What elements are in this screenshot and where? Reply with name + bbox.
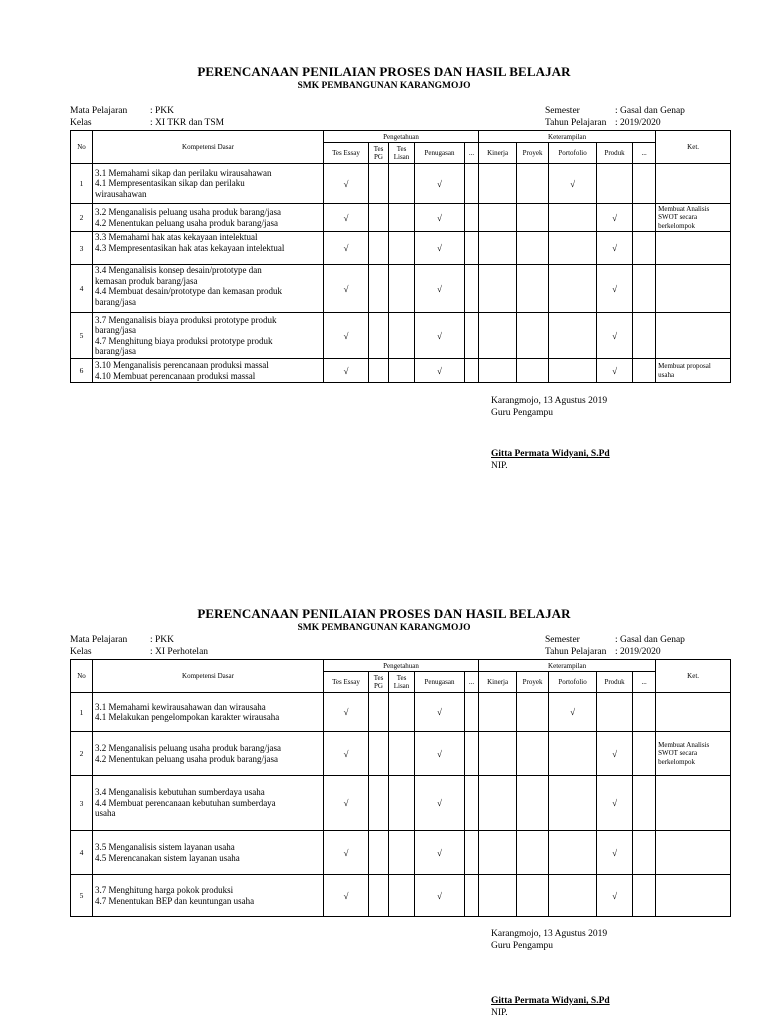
row-kd <box>93 313 324 359</box>
header-tes-pg-line2: PG <box>374 682 383 690</box>
check-mark: √ <box>324 732 369 776</box>
check-mark: √ <box>415 831 465 875</box>
check-mark: √ <box>324 776 369 831</box>
place-date: Karangmojo, 13 Agustus 2019 <box>491 396 608 406</box>
kd-line: 3.1 Memahami sikap dan perilaku wirausahawan <box>95 167 272 178</box>
check-mark: √ <box>324 265 369 313</box>
header-proyek: Proyek <box>517 672 549 693</box>
row-kd <box>93 204 324 232</box>
row-no: 4 <box>71 265 93 313</box>
header-tes-pg <box>369 672 389 693</box>
kelas-label: Kelas <box>70 646 92 657</box>
table-row <box>71 265 731 313</box>
row-no: 3 <box>71 776 93 831</box>
header-tes-pg-line1: Tes <box>373 674 384 682</box>
header-no: No <box>71 660 93 693</box>
kd-line: wirausahawan <box>95 188 147 199</box>
row-kd <box>93 164 324 204</box>
row-ket: Membuat proposal usaha <box>656 359 731 383</box>
header-dots: ... <box>633 143 656 164</box>
kd-line: 4.2 Menentukan peluang usaha produk barang/jasa <box>95 753 278 764</box>
signer-name: Gitta Permata Widyani, S.Pd <box>491 449 610 459</box>
header-kd: Kompetensi Dasar <box>93 660 324 693</box>
tahun-value: : 2019/2020 <box>615 117 661 128</box>
row-ket: Membuat Analisis SWOT secara berkelompok <box>656 732 731 776</box>
table-row <box>71 232 731 265</box>
header-tes-essay: Tes Essay <box>324 143 369 164</box>
table-row <box>71 164 731 204</box>
kd-line: 3.4 Menganalisis kebutuhan sumberdaya usaha <box>95 787 265 798</box>
check-mark: √ <box>597 232 633 265</box>
row-kd <box>93 359 324 383</box>
check-mark: √ <box>415 164 465 204</box>
header-portofolio: Portofolio <box>549 672 597 693</box>
table-row <box>71 732 731 776</box>
check-mark: √ <box>597 204 633 232</box>
kd-line: 3.2 Menganalisis peluang usaha produk barang/jasa <box>95 207 281 217</box>
kd-line: usaha <box>95 808 116 819</box>
header-tes-lisan-line2: Lisan <box>393 153 410 161</box>
header-kinerja: Kinerja <box>479 143 517 164</box>
check-mark: √ <box>597 732 633 776</box>
signature-block <box>491 929 610 1019</box>
check-mark: √ <box>415 204 465 232</box>
kelas-label: Kelas <box>70 117 92 128</box>
doc-title: PERENCANAAN PENILAIAN PROSES DAN HASIL BELAJAR <box>197 64 571 79</box>
header-portofolio: Portofolio <box>549 143 597 164</box>
row-kd <box>93 831 324 875</box>
header-dots: ... <box>465 143 479 164</box>
kd-line: 4.4 Membuat desain/prototype dan kemasan produk <box>95 286 282 296</box>
header-kinerja: Kinerja <box>479 672 517 693</box>
place-date: Karangmojo, 13 Agustus 2019 <box>491 929 608 939</box>
check-mark: √ <box>597 831 633 875</box>
row-kd <box>93 875 324 917</box>
table-row <box>71 693 731 732</box>
mapel-value: : PKK <box>150 635 175 645</box>
kd-line: 4.1 Mempresentasikan sikap dan perilaku <box>95 178 245 189</box>
header-kd: Kompetensi Dasar <box>93 131 324 164</box>
row-ket <box>656 164 731 204</box>
tahun-label: Tahun Pelajaran <box>545 646 607 657</box>
check-mark: √ <box>415 875 465 917</box>
header-tes-pg <box>369 143 389 164</box>
check-mark: √ <box>597 313 633 359</box>
check-mark: √ <box>597 359 633 383</box>
signer-nip: NIP. <box>491 460 508 471</box>
doc-title: PERENCANAAN PENILAIAN PROSES DAN HASIL BELAJAR <box>197 606 571 621</box>
row-ket <box>656 232 731 265</box>
kd-line: barang/jasa <box>95 346 136 356</box>
semester-value: : Gasal dan Genap <box>615 635 685 645</box>
header-tes-pg-line2: PG <box>374 153 383 161</box>
check-mark: √ <box>324 232 369 265</box>
check-mark: √ <box>324 204 369 232</box>
kelas-value: : XI TKR dan TSM <box>150 117 225 128</box>
signer-nip: NIP. <box>491 1007 508 1018</box>
header-pengetahuan: Pengetahuan <box>324 660 479 672</box>
signer-name: Gitta Permata Widyani, S.Pd <box>491 996 610 1006</box>
kd-line: kemasan produk barang/jasa <box>95 275 198 286</box>
header-tes-lisan-line1: Tes <box>396 674 407 682</box>
semester-value: : Gasal dan Genap <box>615 106 685 116</box>
table-row <box>71 313 731 359</box>
meta-left <box>70 635 208 658</box>
header-penugasan: Penugasan <box>415 672 465 693</box>
meta-left <box>70 106 224 129</box>
row-no: 4 <box>71 831 93 875</box>
row-no: 1 <box>71 693 93 732</box>
header-tes-lisan-line2: Lisan <box>393 682 410 690</box>
kd-line: 4.2 Menentukan peluang usaha produk barang/jasa <box>95 217 278 228</box>
check-mark: √ <box>549 164 597 204</box>
header-tes-lisan <box>389 143 415 164</box>
row-kd <box>93 776 324 831</box>
row-no: 6 <box>71 359 93 383</box>
mapel-label: Mata Pelajaran <box>70 635 128 645</box>
check-mark: √ <box>415 693 465 732</box>
header-pengetahuan: Pengetahuan <box>324 131 479 143</box>
check-mark: √ <box>549 693 597 732</box>
kd-line: 4.10 Membuat perencanaan produksi massal <box>95 370 256 381</box>
header-tes-lisan-line1: Tes <box>396 145 407 153</box>
header-keterampilan: Keterampilan <box>479 660 656 672</box>
check-mark: √ <box>324 693 369 732</box>
kd-line: 3.7 Menghitung harga pokok produksi <box>95 885 234 895</box>
header-produk: Produk <box>597 672 633 693</box>
check-mark: √ <box>415 313 465 359</box>
tahun-value: : 2019/2020 <box>615 646 661 657</box>
kd-line: barang/jasa <box>95 325 136 335</box>
signer-role: Guru Pengampu <box>491 940 554 951</box>
signer-role: Guru Pengampu <box>491 407 554 418</box>
table-row <box>71 776 731 831</box>
header-dots: ... <box>465 672 479 693</box>
header-tes-essay: Tes Essay <box>324 672 369 693</box>
check-mark: √ <box>597 875 633 917</box>
kd-line: 4.4 Membuat perencanaan kebutuhan sumberdaya <box>95 797 276 808</box>
check-mark: √ <box>415 232 465 265</box>
check-mark: √ <box>324 875 369 917</box>
header-keterampilan: Keterampilan <box>479 131 656 143</box>
school-name: SMK PEMBANGUNAN KARANGMOJO <box>297 623 471 633</box>
kd-line: 4.5 Merencanakan sistem layanan usaha <box>95 852 240 863</box>
check-mark: √ <box>415 776 465 831</box>
school-name: SMK PEMBANGUNAN KARANGMOJO <box>297 81 471 91</box>
check-mark: √ <box>324 313 369 359</box>
mapel-label: Mata Pelajaran <box>70 106 128 116</box>
row-kd <box>93 732 324 776</box>
kd-line: 3.4 Menganalisis konsep desain/prototype dan <box>95 265 262 275</box>
kd-line: barang/jasa <box>95 296 136 307</box>
kd-line: 4.1 Melakukan pengelompokan karakter wirausaha <box>95 712 280 722</box>
semester-label: Semester <box>545 635 580 645</box>
check-mark: √ <box>415 732 465 776</box>
signature-block <box>491 396 610 472</box>
kelas-value: : XI Perhotelan <box>150 646 209 657</box>
header-tes-pg-line1: Tes <box>373 145 384 153</box>
row-no: 2 <box>71 732 93 776</box>
row-no: 1 <box>71 164 93 204</box>
check-mark: √ <box>324 359 369 383</box>
row-no: 3 <box>71 232 93 265</box>
assessment-table <box>70 130 731 383</box>
row-no: 5 <box>71 313 93 359</box>
kd-line: 4.7 Menentukan BEP dan keuntungan usaha <box>95 895 255 906</box>
meta-right <box>545 106 685 129</box>
check-mark: √ <box>324 831 369 875</box>
kd-line: 4.7 Menghitung biaya produksi prototype produk <box>95 335 273 346</box>
header-no: No <box>71 131 93 164</box>
check-mark: √ <box>415 359 465 383</box>
row-no: 2 <box>71 204 93 232</box>
tahun-label: Tahun Pelajaran <box>545 117 607 128</box>
table-row <box>71 875 731 917</box>
check-mark: √ <box>597 265 633 313</box>
table-row <box>71 204 731 232</box>
row-kd <box>93 693 324 732</box>
assessment-table <box>70 659 731 917</box>
row-ket <box>656 313 731 359</box>
check-mark: √ <box>324 164 369 204</box>
kd-line: 3.1 Memahami kewirausahawan dan wirausaha <box>95 701 266 712</box>
kd-line: 3.10 Menganalisis perencanaan produksi massal <box>95 360 269 370</box>
row-ket <box>656 875 731 917</box>
meta-right <box>545 635 685 658</box>
row-ket: Membuat Analisis SWOT secara berkelompok <box>656 204 731 232</box>
row-ket <box>656 693 731 732</box>
mapel-value: : PKK <box>150 106 175 116</box>
row-ket <box>656 831 731 875</box>
kd-line: 3.3 Memahami hak atas kekayaan intelektual <box>95 232 258 242</box>
row-ket <box>656 265 731 313</box>
header-tes-lisan <box>389 672 415 693</box>
check-mark: √ <box>415 265 465 313</box>
semester-label: Semester <box>545 106 580 116</box>
row-kd <box>93 232 324 265</box>
header-produk: Produk <box>597 143 633 164</box>
row-ket <box>656 776 731 831</box>
header-dots: ... <box>633 672 656 693</box>
header-ket: Ket. <box>656 131 731 164</box>
check-mark: √ <box>597 776 633 831</box>
header-ket: Ket. <box>656 660 731 693</box>
table-row <box>71 359 731 383</box>
row-kd <box>93 265 324 313</box>
kd-line: 4.3 Mempresentasikan hak atas kekayaan intelektual <box>95 242 285 253</box>
kd-line: 3.5 Menganalisis sistem layanan usaha <box>95 842 235 852</box>
kd-line: 3.7 Menganalisis biaya produksi prototype produk <box>95 314 277 325</box>
header-penugasan: Penugasan <box>415 143 465 164</box>
header-proyek: Proyek <box>517 143 549 164</box>
kd-line: 3.2 Menganalisis peluang usaha produk barang/jasa <box>95 743 281 753</box>
table-row <box>71 831 731 875</box>
row-no: 5 <box>71 875 93 917</box>
